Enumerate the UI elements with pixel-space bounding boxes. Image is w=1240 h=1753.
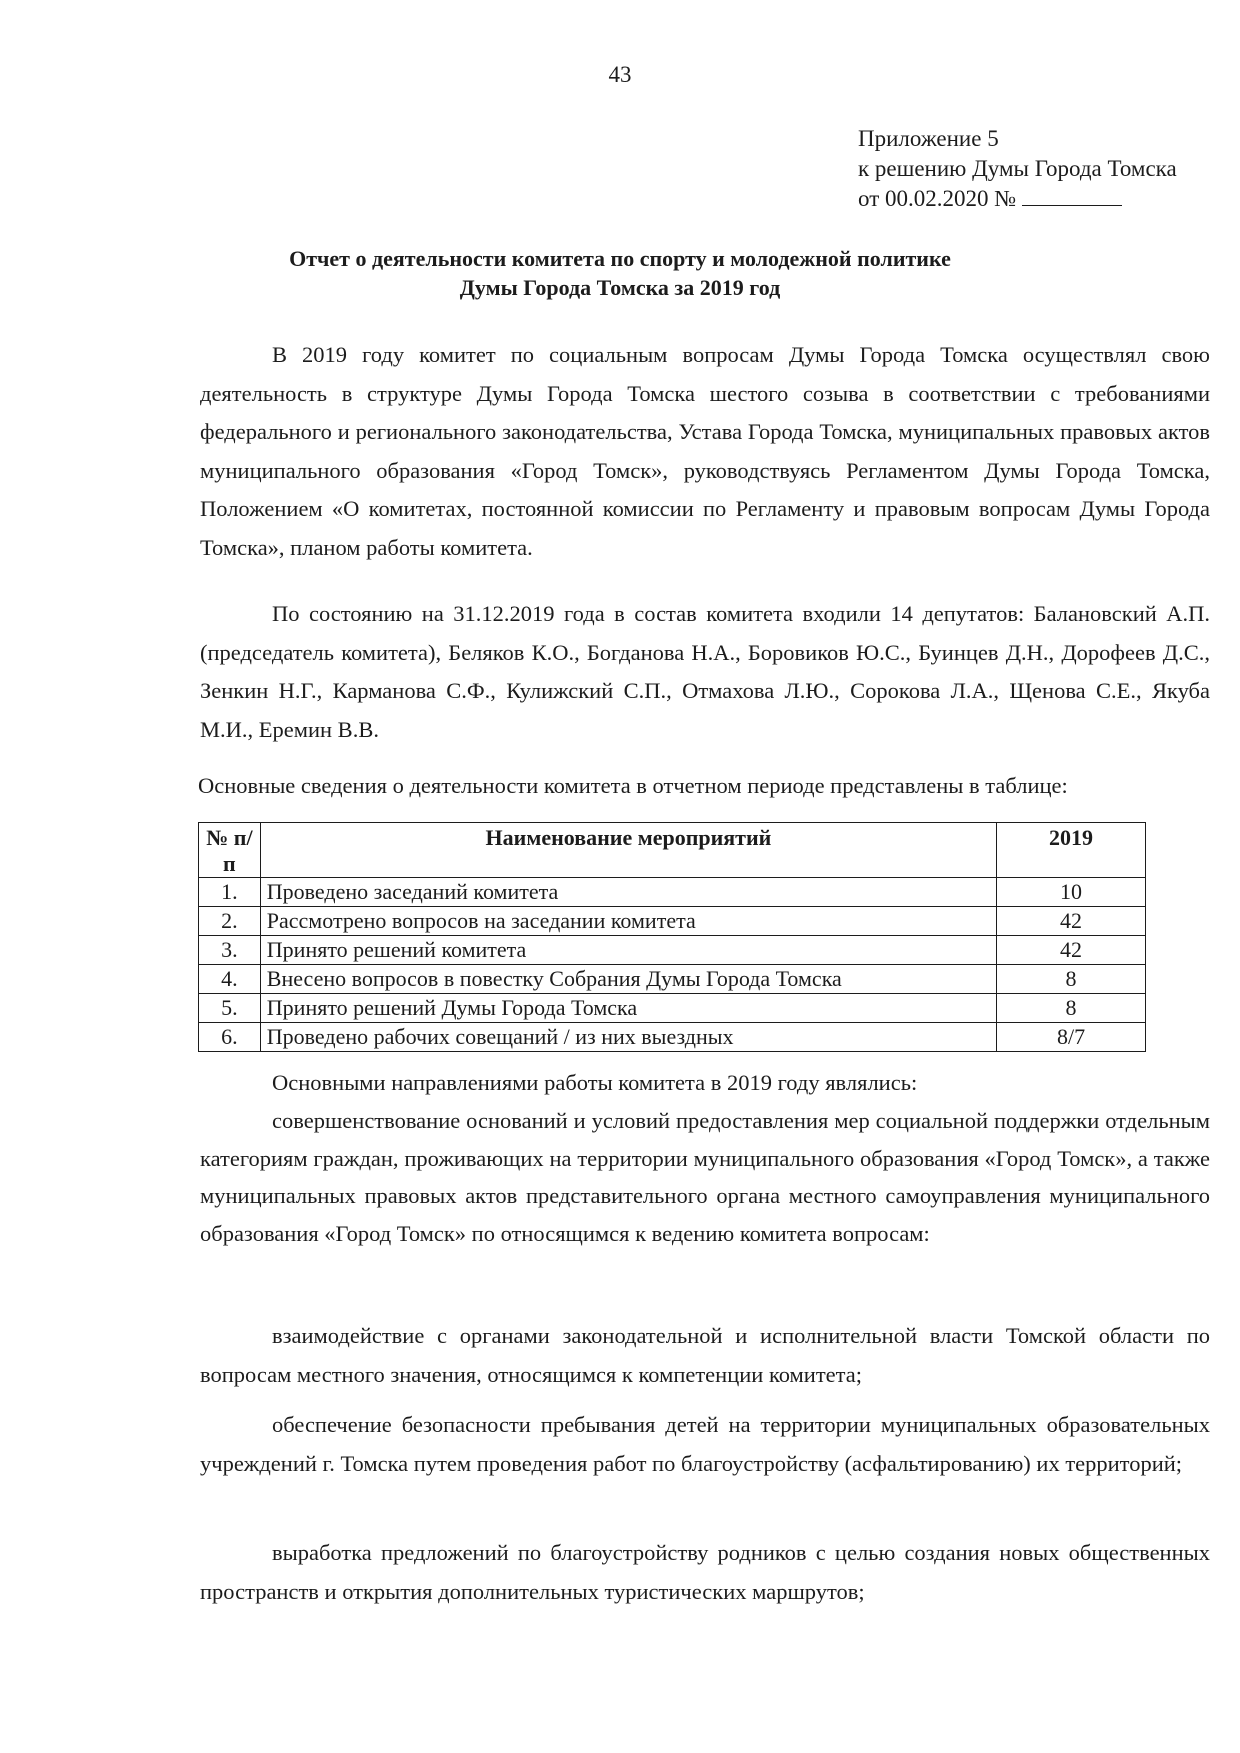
row-value: 42 — [997, 907, 1146, 936]
appendix-block — [858, 124, 1177, 214]
paragraph-committee-members: По состоянию на 31.12.2019 года в состав комитета входили 14 депутатов: Балановский А.П. (председатель комитета), Беляков К.О., Богданова Н.А., Боровиков Ю.С., Буинцев Д.Н., Дорофеев Д.С., Зенкин Н.Г., Карманова С.Ф., Кулижский С.П., Отмахова Л.Ю., Сорокова Л.А., Щенова С.Е., Якуба М.И., Еремин В.В. — [200, 601, 1210, 742]
paragraph-directions-intro: Основными направлениями работы комитета в 2019 году являлись: — [272, 1070, 918, 1095]
header-number: № п/п — [199, 823, 261, 878]
appendix-date-number: от 00.02.2020 № — [858, 186, 1017, 211]
table-row — [199, 965, 1146, 994]
row-activity: Проведено рабочих совещаний / из них выездных — [260, 1023, 996, 1052]
row-value: 8 — [997, 994, 1146, 1023]
table-row — [199, 878, 1146, 907]
activity-table — [198, 822, 1146, 1052]
row-activity: Рассмотрено вопросов на заседании комитета — [260, 907, 996, 936]
paragraph-direction-child-safety: обеспечение безопасности пребывания детей на территории муниципальных образовательных учреждений г. Томска путем проведения работ по благоустройству (асфальтированию) их территорий; — [200, 1412, 1210, 1476]
paragraph-table-intro: Основные сведения о деятельности комитета в отчетном периоде представлены в таблице: — [198, 773, 1068, 798]
row-value: 42 — [997, 936, 1146, 965]
row-number: 2. — [199, 907, 261, 936]
row-activity: Проведено заседаний комитета — [260, 878, 996, 907]
document-title — [180, 244, 1060, 302]
header-activity-name: Наименование мероприятий — [260, 823, 996, 878]
appendix-line-2: к решению Думы Города Томска — [858, 156, 1177, 181]
row-number: 6. — [199, 1023, 261, 1052]
page-number: 43 — [608, 62, 632, 87]
row-number: 1. — [199, 878, 261, 907]
number-blank-line — [1022, 185, 1122, 206]
paragraph-committee-activity: В 2019 году комитет по социальным вопросам Думы Города Томска осуществлял свою деятельность в структуре Думы Города Томска шестого созыва в соответствии с требованиями федерального и регионального законодательства, Устава Города Томска, муниципальных правовых актов муниципального образования «Город Томск», руководствуясь Регламентом Думы Города Томска, Положением «О комитетах, постоянной комиссии по Регламенту и правовым вопросам Думы Города Томска», планом работы комитета. — [200, 342, 1210, 560]
table-row — [199, 907, 1146, 936]
appendix-line-3 — [858, 184, 1177, 214]
row-number: 4. — [199, 965, 261, 994]
table-row — [199, 994, 1146, 1023]
header-year: 2019 — [997, 823, 1146, 878]
row-activity: Внесено вопросов в повестку Собрания Думы Города Томска — [260, 965, 996, 994]
title-line-2: Думы Города Томска за 2019 год — [459, 275, 781, 300]
row-activity: Принято решений Думы Города Томска — [260, 994, 996, 1023]
paragraph-direction-interaction: взаимодействие с органами законодательной и исполнительной власти Томской области по вопросам местного значения, относящимся к компетенции комитета; — [200, 1323, 1210, 1387]
paragraph-direction-springs: выработка предложений по благоустройству родников с целью создания новых общественных пространств и открытия дополнительных туристических маршрутов; — [200, 1540, 1210, 1604]
row-number: 3. — [199, 936, 261, 965]
appendix-line-1: Приложение 5 — [858, 126, 999, 151]
table-row — [199, 1023, 1146, 1052]
row-value: 8 — [997, 965, 1146, 994]
row-activity: Принято решений комитета — [260, 936, 996, 965]
table-row — [199, 936, 1146, 965]
title-line-1: Отчет о деятельности комитета по спорту и молодежной политике — [289, 246, 951, 271]
row-value: 8/7 — [997, 1023, 1146, 1052]
table-header-row — [199, 823, 1146, 878]
paragraph-direction-social-support: совершенствование оснований и условий предоставления мер социальной поддержки отдельным категориям граждан, проживающих на территории муниципального образования «Город Томск», а также муниципальных правовых актов представительного органа местного самоуправления муниципального образования «Город Томск» по относящимся к ведению комитета вопросам: — [200, 1108, 1210, 1246]
row-value: 10 — [997, 878, 1146, 907]
row-number: 5. — [199, 994, 261, 1023]
